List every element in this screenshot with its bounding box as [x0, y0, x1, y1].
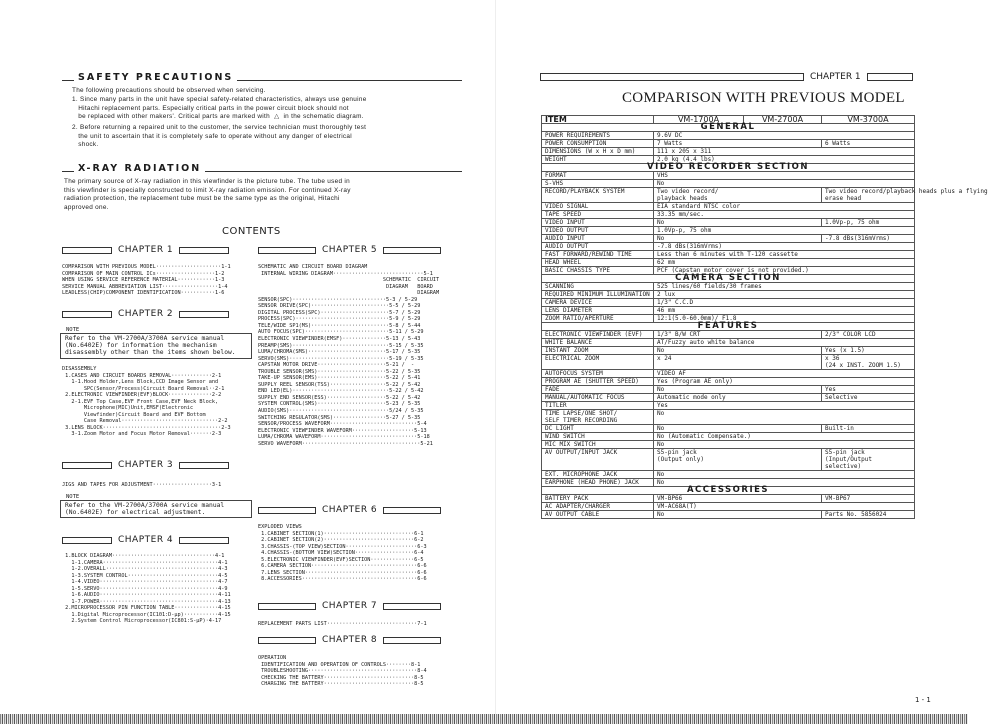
item-value-1700-2700: Automatic mode only	[654, 394, 822, 402]
item-value-shared: 525 lines/60 fields/30 frames	[654, 283, 915, 291]
table-row	[542, 148, 915, 156]
item-value-shared: 62 mm	[654, 259, 915, 267]
item-value-3700: Parts No. 5856024	[822, 511, 915, 519]
toc-chapter-3: JIGS AND TAPES FOR ADJUSTMENT···················3-1	[62, 482, 222, 488]
chapter-6-label: CHAPTER 6	[322, 505, 378, 515]
item-value-1700-2700: No	[654, 219, 822, 227]
safety-item-2: 2. Before returning a repaired unit to the customer, the service technician must thoroughly test the unit to ascertain that it is completely safe to operate without any danger of electrical shock.	[72, 124, 367, 149]
xray-title: X-RAY RADIATION	[74, 163, 205, 174]
item-label: AV OUTPUT CABLE	[542, 511, 654, 519]
col-item-header: ITEM	[542, 116, 654, 124]
toc-chapter-7: REPLACEMENT PARTS LIST·····························7-1	[258, 621, 427, 627]
table-row	[542, 188, 915, 203]
item-label: ELECTRONIC VIEWFINDER (EVF)	[542, 331, 654, 339]
chapter-header-bar-right	[867, 73, 913, 81]
item-label: AC ADAPTER/CHARGER	[542, 503, 654, 511]
table-row	[542, 402, 915, 410]
table-row	[542, 378, 915, 386]
item-value-shared: Less than 6 minutes with T-120 cassette	[654, 251, 915, 259]
table-row	[542, 203, 915, 211]
item-value-shared: AT/Fuzzy auto white balance	[654, 339, 915, 347]
table-row	[542, 180, 915, 188]
table-row	[542, 172, 915, 180]
table-row	[542, 503, 915, 511]
item-value-shared: 46 mm	[654, 307, 915, 315]
chapter-4-label: CHAPTER 4	[118, 535, 174, 545]
section-header-accessories: ACCESSORIES	[542, 487, 915, 495]
item-label: DIMENSIONS (W x H x D mm)	[542, 148, 654, 156]
item-label: TAPE SPEED	[542, 211, 654, 219]
table-row	[542, 441, 915, 449]
item-value-shared: VHS	[654, 172, 915, 180]
contents-chapter-6	[258, 505, 441, 515]
toc-chapter-8: OPERATION IDENTIFICATION AND OPERATION OF CONTROLS········8-1 TROUBLESHOOTING···································8-4 CHECKING THE BATTERY·····························8-5 CHARGING THE BATTERY·····························8-5	[258, 655, 427, 688]
item-label: POWER REQUIREMENTS	[542, 132, 654, 140]
item-value-shared: 111 x 205 x 311	[654, 148, 915, 156]
item-label: EARPHONE (HEAD PHONE) JACK	[542, 479, 654, 487]
item-label: FAST FORWARD/REWIND TIME	[542, 251, 654, 259]
toc-chapter-4: 1.BLOCK DIAGRAM·································4-1 1-1.CAMERA·····································4-1 1-2.OVERALL····································4-3 1-3.SYSTEM CONTROL·····························4-5 1-4.VIDEO······································4-7 1-5.SERVO······································4-9 1-6.AUDIO······································4-11 1-7.POWER······································4-13 2.MICROPROCESSOR PIN FUNCTION TABLE··············4-15 1.Digital Microprocessor(IC101:D-µp)···········4-15 2.System Control Microprocessor(IC801:S-µP)·4-17	[65, 553, 231, 625]
xray-text: The primary source of X-ray radiation in this viewfinder is the picture tube. The tube used in this viewfinder is specially constructed to limit X-ray radiation emission. For continued X-ray radiation protection, the replacement tube must be the same type as the original, Hitachi approved one.	[64, 178, 351, 211]
table-row	[542, 299, 915, 307]
item-label: BASIC CHASSIS TYPE	[542, 267, 654, 275]
item-label: SCANNING	[542, 283, 654, 291]
item-value-3700: Yes (x 1.5)	[822, 347, 915, 355]
table-row	[542, 243, 915, 251]
item-label: EXT. MICROPHONE JACK	[542, 471, 654, 479]
item-value-3700: VM-BP67	[822, 495, 915, 503]
item-value-shared: No	[654, 441, 915, 449]
item-label: LENS DIAMETER	[542, 307, 654, 315]
item-value-3700: Built-in	[822, 425, 915, 433]
page-gutter	[495, 0, 496, 714]
col-model-3: VM-3700A	[822, 116, 915, 124]
item-label: VIDEO INPUT	[542, 219, 654, 227]
table-row	[542, 511, 915, 519]
item-value-shared: 1/3" C.C.D	[654, 299, 915, 307]
item-label: DC LIGHT	[542, 425, 654, 433]
table-row	[542, 291, 915, 299]
table-row	[542, 471, 915, 479]
item-label: WHITE BALANCE	[542, 339, 654, 347]
item-value-3700: 6 Watts	[822, 140, 915, 148]
item-value-3700: Selective	[822, 394, 915, 402]
toc-chapter-6: EXPLODED VIEWS 1.CABINET SECTION(1)·····························6-1 2.CABINET SECTION(2)·····························6-2 3.CHASSIS-(TOP VIEW)SECTION·······················6-3 4.CHASSIS-(BOTTOM VIEW)SECTION···················6-4 5.ELECTRONIC VIEWFINDER(EVF)SECTION··············6-5 6.CAMERA SECTION··································6-6 7.LENS SECTION····································6-6 8.ACCESSORIES·····································6-6	[258, 524, 427, 583]
table-row	[542, 227, 915, 235]
page-title: COMPARISON WITH PREVIOUS MODEL	[622, 90, 905, 106]
chapter-7-label: CHAPTER 7	[322, 601, 378, 611]
right-chapter-header	[540, 72, 913, 82]
item-value-shared: 2.0 kg (4.4 lbs)	[654, 156, 915, 164]
contents-chapter-5	[258, 245, 441, 255]
ch3-note: Refer to the VM-2700A/3700A service manual (No.6402E) for electrical adjustment.	[60, 500, 252, 518]
table-row	[542, 347, 915, 355]
safety-title: SAFETY PRECAUTIONS	[74, 72, 237, 83]
table-row	[542, 211, 915, 219]
contents-chapter-4	[62, 535, 229, 545]
table-row	[542, 331, 915, 339]
table-row	[542, 386, 915, 394]
item-value-shared: No	[654, 180, 915, 188]
item-value-1700-2700: VM-BP66	[654, 495, 822, 503]
item-label: AV OUTPUT/INPUT JACK	[542, 449, 654, 471]
item-value-shared: EIA standard NTSC color	[654, 203, 915, 211]
table-row	[542, 307, 915, 315]
item-label: VIDEO SIGNAL	[542, 203, 654, 211]
chapter-header-bar-left	[540, 73, 804, 81]
item-value-1700-2700: 1/3" B/W CRT	[654, 331, 822, 339]
table-row	[542, 140, 915, 148]
item-value-shared: Yes	[654, 402, 915, 410]
chapter-bar-right	[179, 247, 229, 254]
table-row	[542, 219, 915, 227]
contents-chapter-3	[62, 460, 229, 470]
chapter-2-label: CHAPTER 2	[118, 309, 174, 319]
item-value-1700-2700: 7 Watts	[654, 140, 822, 148]
item-value-shared: No	[654, 479, 915, 487]
item-value-3700: Two video record/playback heads plus a flying erase head	[822, 188, 915, 203]
item-label: INSTANT ZOOM	[542, 347, 654, 355]
item-label: PROGRAM AE (SHUTTER SPEED)	[542, 378, 654, 386]
item-label: AUTOFOCUS SYSTEM	[542, 370, 654, 378]
item-label: S-VHS	[542, 180, 654, 188]
item-value-shared: 1.0Vp-p, 75 ohm	[654, 227, 915, 235]
chapter-8-label: CHAPTER 8	[322, 635, 378, 645]
table-row	[542, 259, 915, 267]
item-value-3700: 2/3" COLOR LCD	[822, 331, 915, 339]
item-value-shared: No	[654, 471, 915, 479]
scan-edge-strip	[0, 714, 968, 724]
item-label: ZOOM RATIO/APERTURE	[542, 315, 654, 323]
item-value-1700-2700: Two video record/ playback heads	[654, 188, 822, 203]
item-label: AUDIO INPUT	[542, 235, 654, 243]
item-label: TITLER	[542, 402, 654, 410]
toc-chapter-2: DISASSEMBLY 1.CASES AND CIRCUIT BOARDS REMOVAL·············2-1 1-1.Hood Holder,Lens Block,CCD Image Sensor and SPC(Sensor/Process)Circuit Board Removal··2-1 2.ELECTRONIC VIEWFINDER(EVF)BLOCK··············2-2 2-1.EVF Top Case,EVF Front Case,EVF Neck Block, Microphone(MIC)Unit,EMSF(Electronic Viewfinder)Circuit Board and EVF Bottom Case Removal·······························2-2 3.LENS BLOCK······································2-3 3-1.Zoom Motor and Focus Motor Removal·······2-3	[62, 366, 231, 438]
item-value-shared: No (Automatic Compensate.)	[654, 433, 915, 441]
page-number: 1 - 1	[915, 696, 931, 704]
item-value-shared: 12:1(5.0-60.0mm)/ F1.8	[654, 315, 915, 323]
table-row	[542, 410, 915, 425]
contents-chapter-1	[62, 245, 229, 255]
item-value-shared: No	[654, 410, 915, 425]
item-label: HEAD WHEEL	[542, 259, 654, 267]
col-model-2: VM-2700A	[744, 116, 822, 124]
item-label: REQUIRED MINIMUM ILLUMINATION	[542, 291, 654, 299]
item-value-1700-2700: No	[654, 386, 822, 394]
item-value-1700-2700: S5-pin jack (Output only)	[654, 449, 822, 471]
section-header-features: FEATURES	[542, 323, 915, 331]
item-label: FORMAT	[542, 172, 654, 180]
item-value-3700: S5-pin jack (Input/Output selective)	[822, 449, 915, 471]
item-value-shared: 2 lux	[654, 291, 915, 299]
item-value-3700: -7.8 dBs(316mVrms)	[822, 235, 915, 243]
item-label: WEIGHT	[542, 156, 654, 164]
contents-title: CONTENTS	[222, 226, 281, 237]
section-header-general: GENERAL	[542, 124, 915, 132]
safety-item-1: 1. Since many parts in the unit have special safety-related characteristics, always use genuine Hitachi replacement parts. Especially critical parts in the power circuit block should not be replaced with other makers'. Critical parts are marked with △ in the schematic diagram.	[72, 96, 367, 121]
item-value-1700-2700: No	[654, 511, 822, 519]
table-row	[542, 235, 915, 243]
item-label: POWER CONSUMPTION	[542, 140, 654, 148]
item-label: MIC MIX SWITCH	[542, 441, 654, 449]
item-value-1700-2700: No	[654, 425, 822, 433]
table-row	[542, 355, 915, 370]
item-value-shared: 33.35 mm/sec.	[654, 211, 915, 219]
table-row	[542, 370, 915, 378]
chapter-1-label: CHAPTER 1	[118, 245, 174, 255]
item-value-1700-2700: No	[654, 347, 822, 355]
item-value-shared: PCF (Capstan motor cover is not provided.)	[654, 267, 915, 275]
item-value-shared: -7.8 dBs(316mVrms)	[654, 243, 915, 251]
item-label: WIND SWITCH	[542, 433, 654, 441]
table-row	[542, 449, 915, 471]
table-row	[542, 251, 915, 259]
item-value-shared: VM-AC68A(T)	[654, 503, 915, 511]
table-row	[542, 394, 915, 402]
item-label: CAMERA DEVICE	[542, 299, 654, 307]
item-label: MANUAL/AUTOMATIC FOCUS	[542, 394, 654, 402]
ch2-note: Refer to the VM-2700A/3700A service manual (No.6402E) for information the mechanism disassembly other than the items shown below.	[60, 333, 252, 359]
col-model-1: VM-1700A	[654, 116, 744, 124]
item-value-3700: x 36 (24 x INST. ZOOM 1.5)	[822, 355, 915, 370]
chapter-bar-left	[62, 247, 112, 254]
item-value-3700: 1.0Vp-p, 75 ohm	[822, 219, 915, 227]
item-label: FADE	[542, 386, 654, 394]
item-value-shared: 9.6V DC	[654, 132, 915, 140]
section-header-video: VIDEO RECORDER SECTION	[542, 164, 915, 172]
toc-chapter-1: COMPARISON WITH PREVIOUS MODEL·····················1-1 COMPARISON OF MAIN CONTROL ICs···················1-2 WHEN USING SERVICE REFERENCE MATERIAL············1-3 SERVICE MANUAL ABBREVIATION LIST··················1-4 LEADLESS(CHIP)COMPONENT IDENTIFICATION···········1-6	[62, 264, 231, 297]
chapter-5-label: CHAPTER 5	[322, 245, 378, 255]
item-label: TIME LAPSE/ONE SHOT/ SELF TIMER RECORDING	[542, 410, 654, 425]
item-label: BATTERY PACK	[542, 495, 654, 503]
table-row	[542, 132, 915, 140]
item-value-shared: VIDEO AF	[654, 370, 915, 378]
section-header-camera: CAMERA SECTION	[542, 275, 915, 283]
item-value-3700: Yes	[822, 386, 915, 394]
comparison-table	[541, 115, 988, 519]
contents-chapter-7	[258, 601, 441, 611]
item-label: RECORD/PLAYBACK SYSTEM	[542, 188, 654, 203]
table-row	[542, 339, 915, 347]
item-label: AUDIO OUTPUT	[542, 243, 654, 251]
chapter-3-label: CHAPTER 3	[118, 460, 174, 470]
table-row	[542, 433, 915, 441]
ch2-note-label: NOTE	[66, 327, 80, 333]
item-value-1700-2700: No	[654, 235, 822, 243]
right-chapter-label: CHAPTER 1	[810, 72, 861, 82]
item-value-shared: Yes (Program AE only)	[654, 378, 915, 386]
toc-chapter-5: SCHEMATIC AND CIRCUIT BOARD DIAGRAM INTERNAL WIRING DIAGRAM·····························5-1 SCHEMATIC CIRCUIT DIAGRAM BOARD DIAGRAM SENSOR(SPC)······························5-3 / 5-29 SENSOR DRIVE(SPC)·························5-5 / 5-29 DIGITAL PROCESS(SPC)······················5-7 / 5-29 PROCESS(SPC)······························5-9 / 5-29 TELE/WIDE SP1(MS)·························5-8 / 5-44 AUTO FOCUS(SPC)···························5-11 / 5-29 ELECTRONIC VIEWFINDER(EMSF)··············5-13 / 5-43 PREAMP(SMS)·······························5-15 / 5-35 LUMA/CHROMA(SMS)·························5-17 / 5-35 SERVO(SMS)································5-19 / 5-35 CAPSTAN MOTOR DRIVE······················5-21 / - TROUBLE SENSOR(SMS)······················5-22 / 5-35 TAKE-UP SENSOR(EMS)······················5-22 / 5-41 SUPPLY REEL SENSOR(TSS)··················5-22 / 5-42 END LED(EL)·······························5-22 / 5-42 SUPPLY END SENSOR(ESS)···················5-22 / 5-42 SYSTEM CONTROL(SMS)······················5-23 / 5-35 AUDIO(SMS)································5/24 / 5-35 SWITCHING REGULATOR(SMS)·················5-27 / 5-35 SENSOR/PROCESS WAVEFORM····························5-4 ELECTRONIC VIEWFINDER WAVEFORM····················5-13 LUMA/CHROMA WAVEFORM·······························5-18 SERVO WAVEFORM······································5-21	[258, 264, 440, 447]
ch3-note-label: NOTE	[66, 494, 80, 500]
item-label: VIDEO OUTPUT	[542, 227, 654, 235]
safety-intro: The following precautions should be observed when servicing.	[72, 87, 266, 94]
item-label: ELECTRICAL ZOOM	[542, 355, 654, 370]
table-row	[542, 425, 915, 433]
contents-chapter-8	[258, 635, 441, 645]
table-row	[542, 495, 915, 503]
item-value-1700-2700: x 24	[654, 355, 822, 370]
table-row	[542, 283, 915, 291]
contents-chapter-2	[62, 309, 229, 319]
